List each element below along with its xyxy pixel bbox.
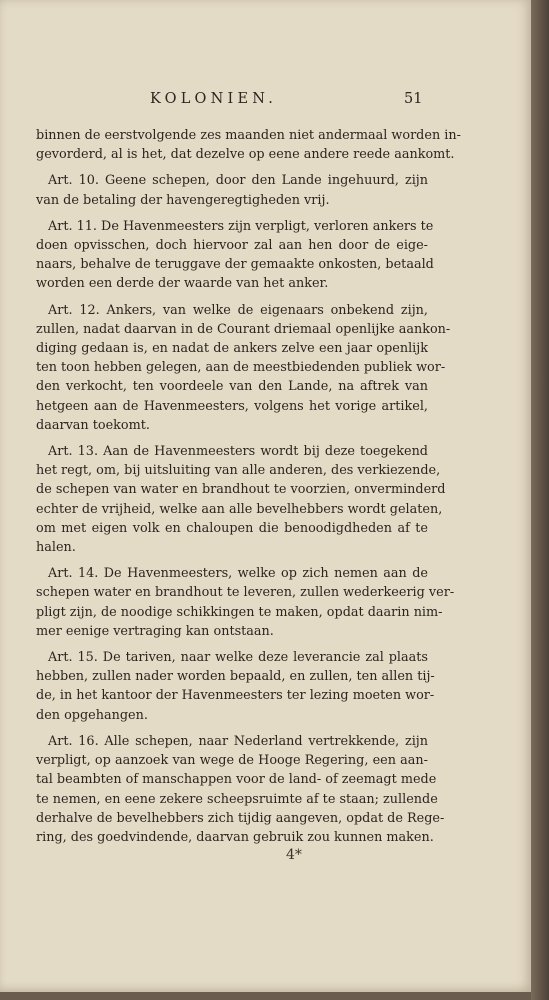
- paragraph-article-15: [36, 648, 435, 725]
- text-line: Art. 13. Aan de Havenmeesters wordt bij deze toegekend: [48, 444, 428, 460]
- page-body: [36, 126, 461, 854]
- text-line: verpligt, op aanzoek van wege de Hooge Regering, een aan-: [36, 753, 428, 769]
- text-line: binnen de eerstvolgende zes maanden niet andermaal worden in-: [36, 128, 461, 143]
- text-line: worden een derde der waarde van het anker.: [36, 276, 329, 292]
- signature-mark: 4*: [286, 847, 302, 863]
- text-line: den opgehangen.: [36, 707, 148, 723]
- paragraph-article-13: [36, 442, 446, 557]
- text-line: diging gedaan is, en nadat de ankers zelve een jaar openlijk: [36, 341, 428, 357]
- text-line: pligt zijn, de noodige schikkingen te maken, opdat daarin nim-: [36, 604, 443, 620]
- text-line: gevorderd, al is het, dat dezelve op eene andere reede aankomt.: [36, 147, 455, 163]
- text-line: tal beambten of manschappen voor de land- of zeemagt mede: [36, 772, 437, 788]
- text-line: hetgeen aan de Havenmeesters, volgens het vorige artikel,: [36, 398, 428, 414]
- text-line: daarvan toekomt.: [36, 417, 150, 433]
- text-line: ten toon hebben gelegen, aan de meestbiedenden publiek wor-: [36, 360, 446, 376]
- text-line: Art. 10. Geene schepen, door den Lande ingehuurd, zijn: [48, 173, 428, 189]
- text-line: mer eenige vertraging kan ontstaan.: [36, 623, 274, 639]
- text-line: Art. 11. De Havenmeesters zijn verpligt, verloren ankers te: [48, 218, 434, 234]
- text-line: van de betaling der havengeregtigheden vrij.: [36, 192, 330, 208]
- running-title: KOLONIEN.: [150, 91, 278, 107]
- text-line: Art. 12. Ankers, van welke de eigenaars onbekend zijn,: [48, 302, 428, 318]
- text-line: om met eigen volk en chaloupen die benoodigdheden af te: [36, 520, 428, 536]
- page-number: 51: [404, 91, 423, 107]
- text-line: het regt, om, bij uitsluiting van alle anderen, des verkiezende,: [36, 463, 441, 479]
- paragraph-article-10: [36, 171, 428, 209]
- text-line: de, in het kantoor der Havenmeesters ter lezing moeten wor-: [36, 688, 435, 704]
- text-line: hebben, zullen nader worden bepaald, en zullen, ten allen tij-: [36, 669, 435, 685]
- paragraph-article-11: [36, 217, 434, 294]
- text-line: schepen water en brandhout te leveren, zullen wederkeerig ver-: [36, 585, 455, 601]
- text-line: Art. 16. Alle schepen, naar Nederland vertrekkende, zijn: [48, 733, 428, 749]
- paragraph-article-12: [36, 301, 451, 435]
- paragraph-article-14: [36, 564, 455, 641]
- text-line: ring, des goedvindende, daarvan gebruik zou kunnen maken.: [36, 829, 434, 845]
- text-line: Art. 15. De tariven, naar welke deze leverancie zal plaats: [48, 650, 428, 666]
- text-line: echter de vrijheid, welke aan alle bevelhebbers wordt gelaten,: [36, 501, 443, 517]
- text-line: halen.: [36, 540, 76, 556]
- paragraph-continuation: [36, 126, 461, 164]
- page-edge-shadow: [531, 0, 549, 1000]
- text-line: de schepen van water en brandhout te voorzien, onverminderd: [36, 482, 446, 498]
- text-line: te nemen, en eene zekere scheepsruimte af te staan; zullende: [36, 791, 438, 807]
- paragraph-article-16: [36, 732, 445, 847]
- text-line: naars, behalve de teruggave der gemaakte onkosten, betaald: [36, 257, 434, 273]
- text-line: doen opvisschen, doch hiervoor zal aan hen door de eige-: [36, 238, 428, 254]
- page-bottom-edge: [0, 992, 531, 1000]
- text-line: Art. 14. De Havenmeesters, welke op zich nemen aan de: [48, 566, 428, 582]
- text-line: den verkocht, ten voordeele van den Lande, na aftrek van: [36, 379, 428, 395]
- text-line: derhalve de bevelhebbers zich tijdig aangeven, opdat de Rege-: [36, 810, 445, 826]
- text-line: zullen, nadat daarvan in de Courant driemaal openlijke aankon-: [36, 321, 451, 337]
